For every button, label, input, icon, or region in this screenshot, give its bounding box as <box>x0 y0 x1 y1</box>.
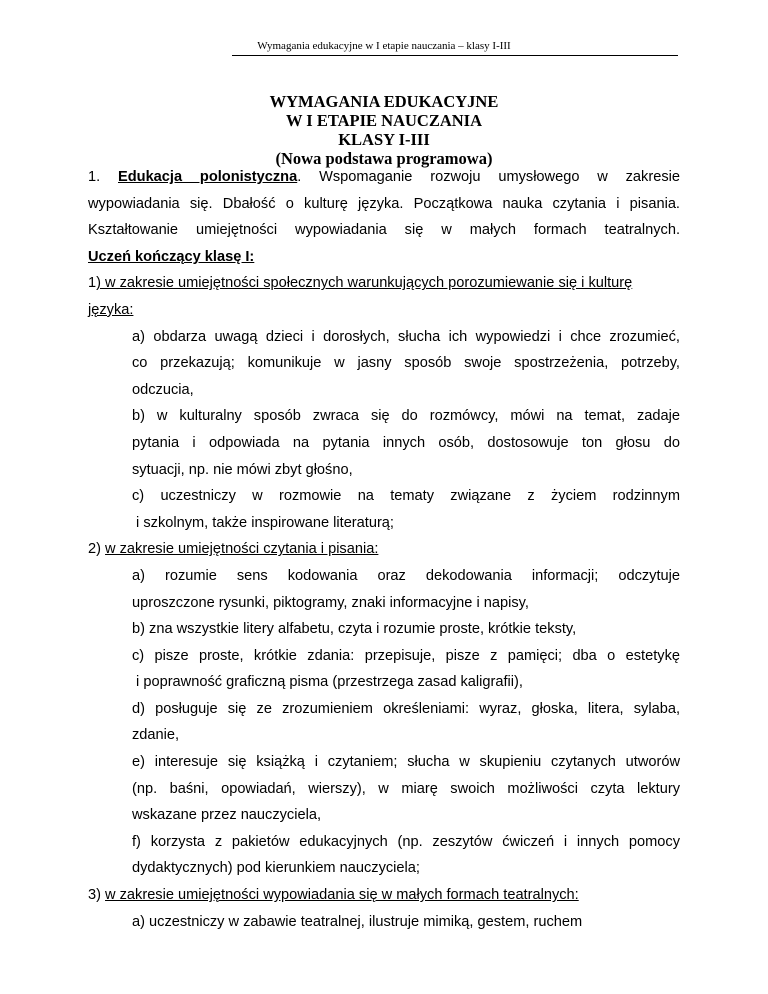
section-number: 1. <box>88 169 118 185</box>
area-3-items <box>88 909 680 936</box>
area-1-item-b-line-1: b) w kulturalny sposób zwraca się do rozmówcy, mówi na temat, zadaje <box>132 408 680 425</box>
area-1-item-a-line-3: odczucia, <box>132 381 194 398</box>
document-body <box>88 164 680 935</box>
area-1-item-a-line-2: co przekazują; komunikuje w jasny sposób swoje spostrzeżenia, potrzeby, <box>132 355 680 372</box>
area-2-item-a-line-2: uproszczone rysunki, piktogramy, znaki informacyjne i napisy, <box>132 594 529 611</box>
section-intro-text: . Wspomaganie rozwoju umysłowego w zakresie <box>297 169 680 185</box>
area-2-number: 2) <box>88 541 106 558</box>
area-2-item-a-line-1: a) rozumie sens kodowania oraz dekodowania informacji; odczytuje <box>132 567 680 584</box>
area-1-item-b-line-3: sytuacji, np. nie mówi zbyt głośno, <box>132 461 353 478</box>
area-2-item-e-line-1: e) interesuje się książką i czytaniem; słucha w skupieniu czytanych utworów <box>132 754 680 771</box>
area-1-item-c-line-1: c) uczestniczy w rozmowie na tematy związane z życiem rodzinnym <box>132 488 680 505</box>
area-3-heading-text: w zakresie umiejętności wypowiadania się w małych formach teatralnych: <box>105 887 579 904</box>
running-header: Wymagania edukacyjne w I etapie nauczania – klasy I-III <box>257 40 511 52</box>
area-1-number: 1 <box>88 275 97 292</box>
area-1-item-b-line-2: pytania i odpowiada na pytania innych osób, dostosowuje ton głosu do <box>132 434 680 451</box>
section-heading: Edukacja polonistyczna <box>118 169 298 185</box>
student-heading: Uczeń kończący klasę I: <box>88 248 255 265</box>
area-2-item-c-line-2: i poprawność graficzną pisma (przestrzega zasad kaligrafii), <box>132 674 523 691</box>
title-line-1: WYMAGANIA EDUKACYJNE <box>269 92 499 111</box>
area-1-item-a-line-1: a) obdarza uwagą dzieci i dorosłych, słucha ich wypowiedzi i chce zrozumieć, <box>132 328 680 345</box>
area-1-heading-text: ) w zakresie umiejętności społecznych warunkujących porozumiewanie się i kulturę <box>96 275 633 292</box>
section-intro-line-2: wypowiadania się. Dbałość o kulturę języka. Początkowa nauka czytania i pisania. <box>88 195 680 212</box>
area-1-items <box>88 324 680 537</box>
title-line-2: W I ETAPIE NAUCZANIA <box>285 111 483 130</box>
area-2-item-d-line-2: zdanie, <box>132 727 180 744</box>
area-2-items <box>88 563 680 882</box>
section-intro-line-1 <box>88 164 680 191</box>
area-2-item-e-line-2: (np. baśni, opowiadań, wierszy), w miarę swoich możliwości czyta lektury <box>132 780 680 797</box>
title-line-3: KLASY I-III <box>338 130 430 149</box>
section-intro-line-3: Kształtowanie umiejętności wypowiadania się w małych formach teatralnych. <box>88 222 680 239</box>
area-1-heading-line-1 <box>88 270 680 297</box>
area-2-heading <box>88 536 680 563</box>
area-2-item-f-line-2: dydaktycznych) pod kierunkiem nauczyciela; <box>132 860 420 877</box>
document-title <box>0 92 768 168</box>
area-1-heading-line-2: języka: <box>88 301 134 318</box>
area-3-heading <box>88 882 680 909</box>
area-2-item-c-line-1: c) pisze proste, krótkie zdania: przepisuje, pisze z pamięci; dba o estetykę <box>132 647 680 664</box>
area-2-item-f-line-1: f) korzysta z pakietów edukacyjnych (np. zeszytów ćwiczeń i innych pomocy <box>132 833 680 850</box>
title-line-4: (Nowa podstawa programowa) <box>275 149 493 168</box>
area-2-item-e-line-3: wskazane przez nauczyciela, <box>132 807 321 824</box>
area-2-item-b-line-1: b) zna wszystkie litery alfabetu, czyta i rozumie proste, krótkie teksty, <box>132 621 577 638</box>
area-2-item-d-line-1: d) posługuje się ze zrozumieniem określeniami: wyraz, głoska, litera, sylaba, <box>132 700 680 717</box>
area-1-item-c-line-2: i szkolnym, także inspirowane literaturą; <box>132 514 394 531</box>
area-3-number: 3) <box>88 887 106 904</box>
area-3-item-a-line-1: a) uczestniczy w zabawie teatralnej, ilustruje mimiką, gestem, ruchem <box>132 913 583 930</box>
header-rule <box>232 55 678 56</box>
area-2-heading-text: w zakresie umiejętności czytania i pisania: <box>105 541 379 558</box>
